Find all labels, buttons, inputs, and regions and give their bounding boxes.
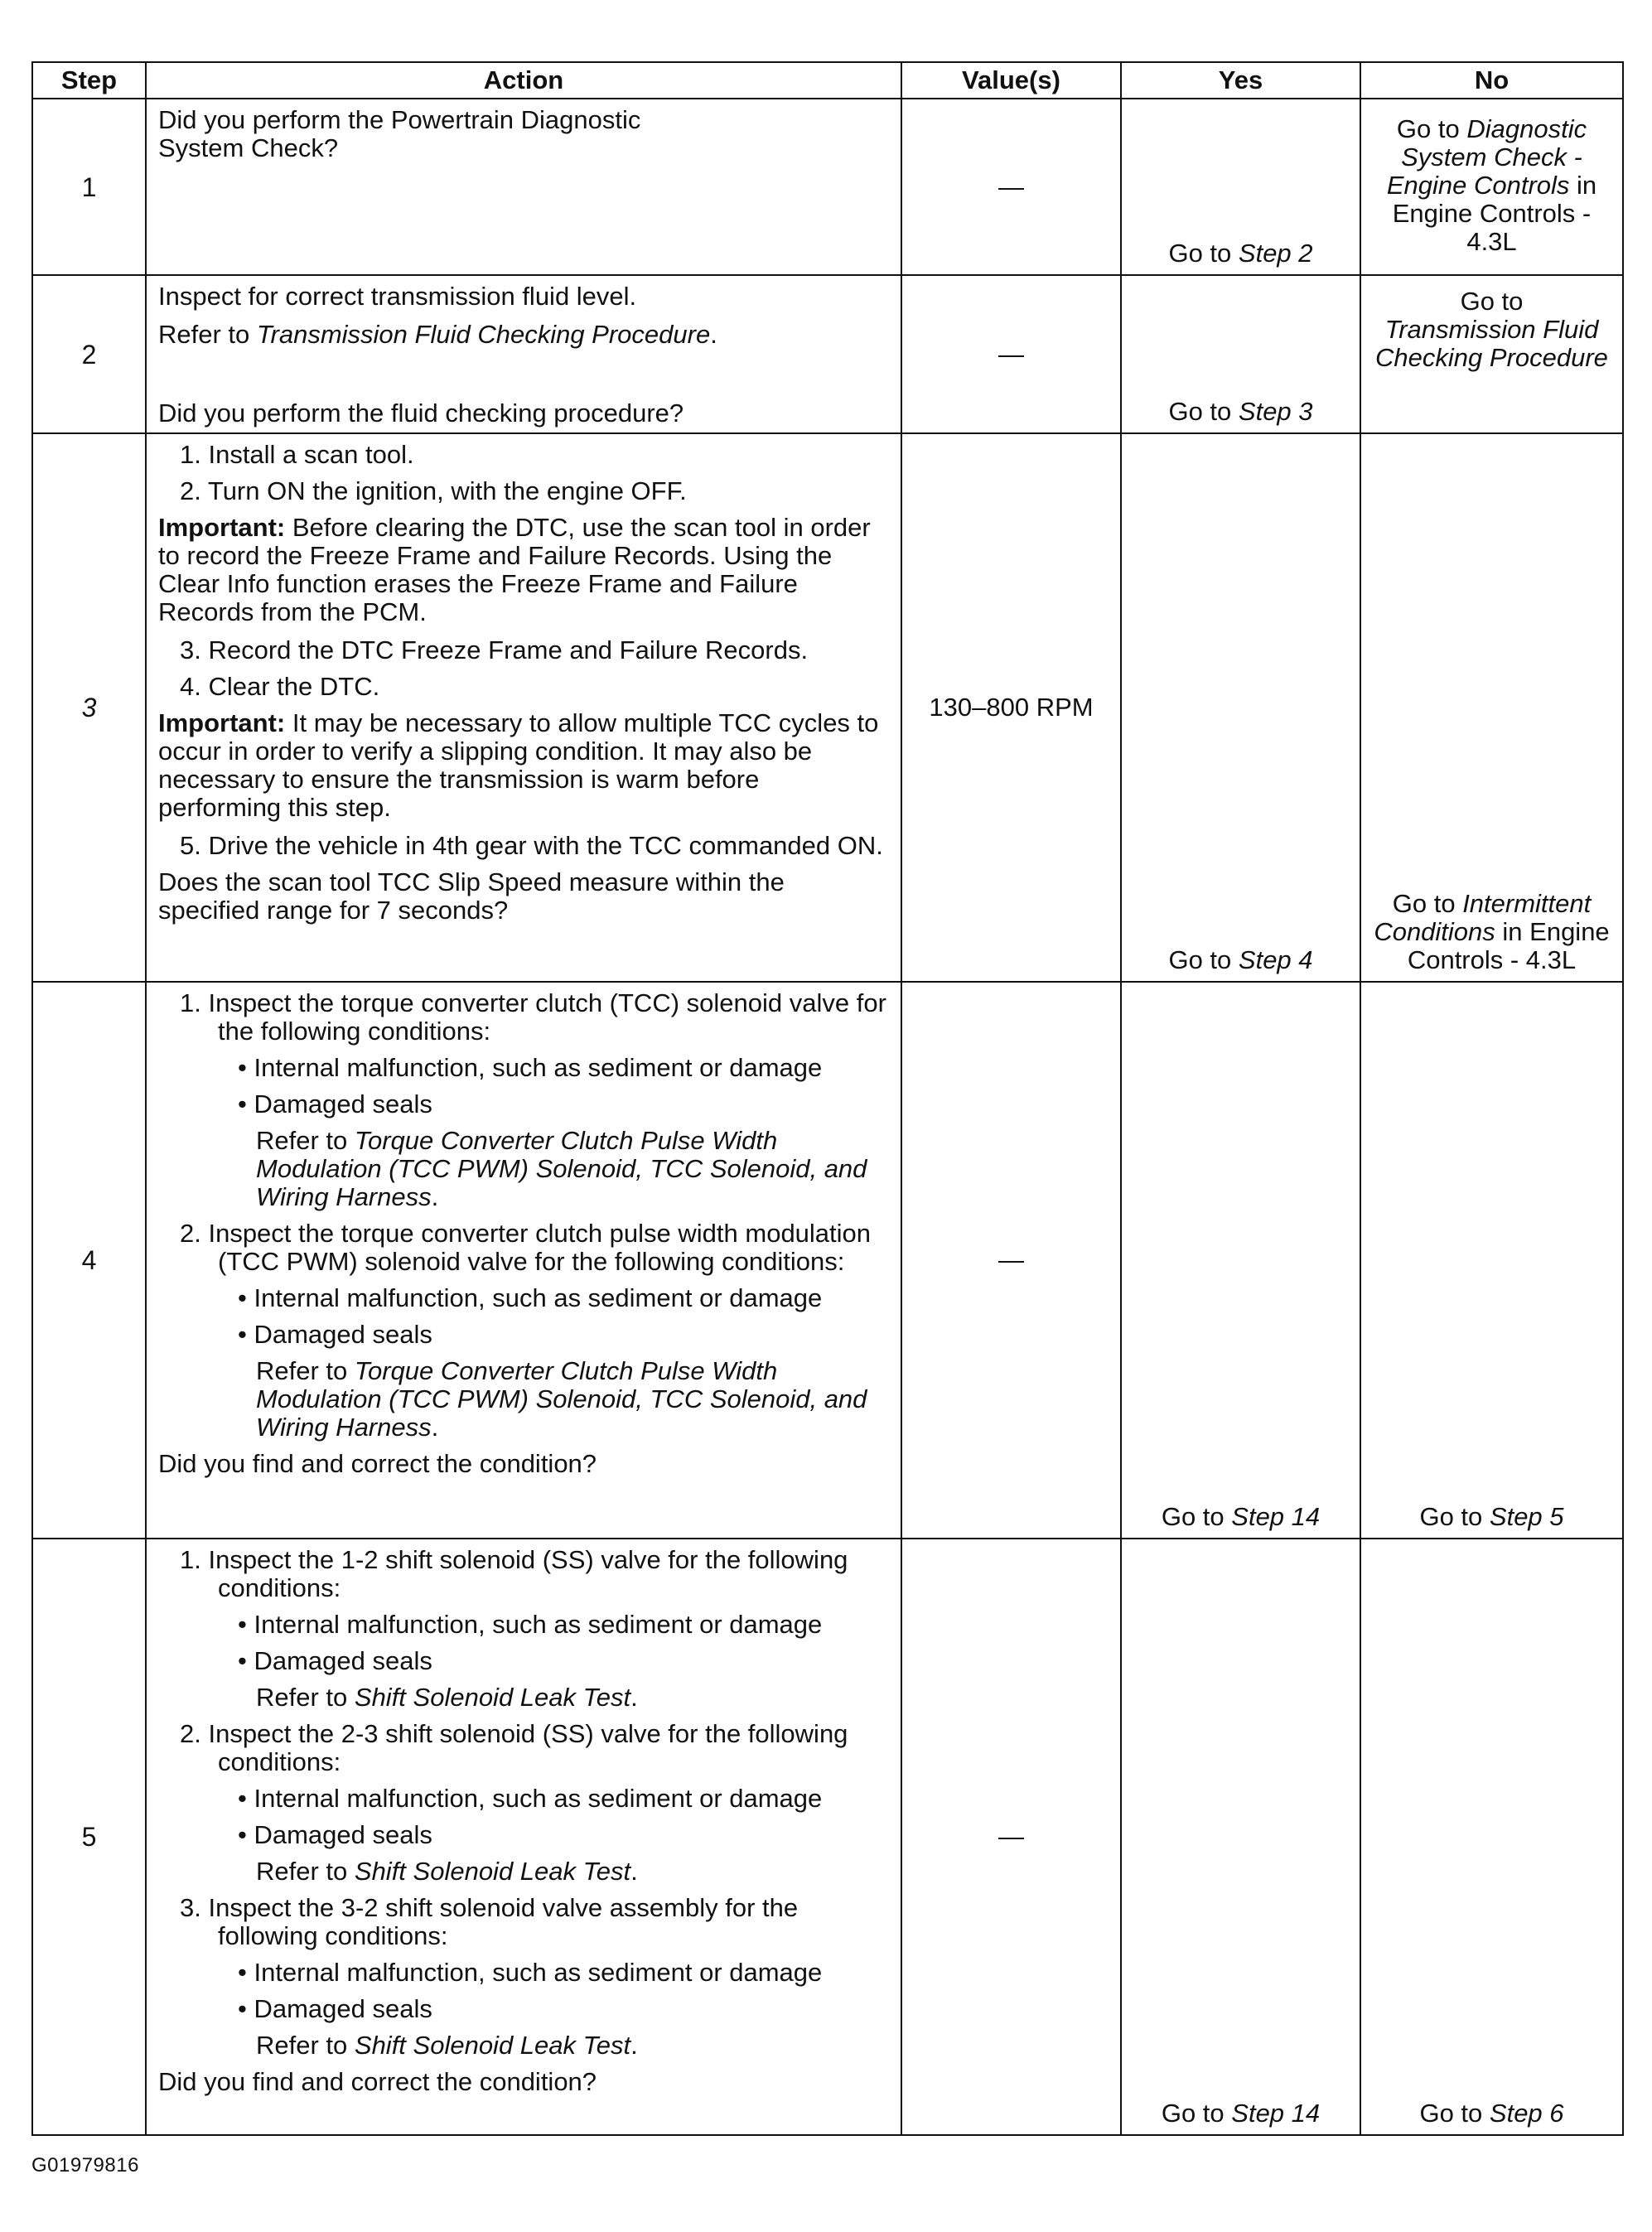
bullet-item: • Internal malfunction, such as sediment or damage	[238, 1609, 823, 1639]
step-link[interactable]: Step 14	[1231, 2099, 1321, 2128]
bullet-item: • Damaged seals	[238, 1320, 432, 1350]
bullet-item: • Damaged seals	[238, 1089, 432, 1119]
header-action: Action	[146, 62, 901, 99]
step-number: 3	[32, 433, 146, 982]
reference: Refer to Torque Converter Clutch Pulse Width Modulation (TCC PWM) Solenoid, TCC Solenoid, and Wiring Harness.	[256, 1356, 867, 1442]
no-cell: Go to Transmission Fluid Checking Procedure	[1360, 275, 1623, 433]
procedure-link[interactable]: Torque Converter Clutch Pulse Width Modulation (TCC PWM) Solenoid, TCC Solenoid, and Wiring Harness	[256, 1126, 867, 1212]
yes-cell: Go to Step 2	[1121, 99, 1360, 275]
substep: 3. Record the DTC Freeze Frame and Failure Records.	[180, 635, 809, 665]
table-row-step-3	[32, 433, 1623, 982]
substep: 5. Drive the vehicle in 4th gear with the TCC commanded ON.	[180, 831, 883, 861]
substep: 4. Clear the DTC.	[180, 672, 380, 702]
yes-cell: Go to Step 14	[1121, 982, 1360, 1539]
action-cell	[146, 1539, 901, 2135]
procedure-link[interactable]: Transmission Fluid Checking Procedure	[1375, 315, 1608, 373]
action-text	[158, 106, 889, 162]
header-yes: Yes	[1121, 62, 1360, 99]
step-number: 4	[32, 982, 146, 1539]
procedure-link[interactable]: Transmission Fluid Checking Procedure	[256, 320, 711, 350]
yes-cell: Go to Step 4	[1121, 433, 1360, 982]
substep: 2. Inspect the 2-3 shift solenoid (SS) valve for the following conditions:	[180, 1718, 848, 1776]
value-cell: —	[901, 99, 1121, 275]
value-cell: 130–800 RPM	[901, 433, 1121, 982]
figure-code: G01979816	[31, 2154, 139, 2176]
no-cell: Go to Step 6	[1360, 1539, 1623, 2135]
no-cell: Go to Intermittent Conditions in Engine Controls - 4.3L	[1360, 433, 1623, 982]
reference: Refer to Torque Converter Clutch Pulse Width Modulation (TCC PWM) Solenoid, TCC Solenoid, and Wiring Harness.	[256, 1126, 867, 1212]
action-cell	[146, 275, 901, 433]
table-row-step-4	[32, 982, 1623, 1539]
no-cell: Go to Step 5	[1360, 982, 1623, 1539]
step-link[interactable]: Step 4	[1238, 945, 1313, 975]
important-note: Important: Before clearing the DTC, use the scan tool in order to record the Freeze Frame and Failure Records. Using the Clear Info function erases the Freeze Frame and Failure Records from the PCM.	[158, 513, 871, 627]
step-link[interactable]: Step 6	[1489, 2099, 1564, 2128]
action-cell	[146, 99, 901, 275]
bullet-item: • Internal malfunction, such as sediment or damage	[238, 1053, 823, 1083]
step-number: 5	[32, 1539, 146, 2135]
step-link[interactable]: Step 3	[1238, 397, 1313, 427]
action-paragraph: Inspect for correct transmission fluid level.	[158, 282, 637, 312]
action-cell	[146, 982, 901, 1539]
procedure-link[interactable]: Shift Solenoid Leak Test	[354, 1682, 631, 1712]
value-cell: —	[901, 275, 1121, 433]
bullet-item: • Internal malfunction, such as sediment or damage	[238, 1783, 823, 1813]
bullet-item: • Internal malfunction, such as sediment or damage	[238, 1957, 823, 1987]
reference: Refer to Shift Solenoid Leak Test.	[256, 1682, 638, 1712]
header-values: Value(s)	[901, 62, 1121, 99]
diagnostic-table-container	[31, 61, 1622, 2136]
step-number: 2	[32, 275, 146, 433]
action-cell	[146, 433, 901, 982]
table-row-step-5	[32, 1539, 1623, 2135]
reference: Refer to Shift Solenoid Leak Test.	[256, 1856, 638, 1886]
procedure-link[interactable]: Torque Converter Clutch Pulse Width Modulation (TCC PWM) Solenoid, TCC Solenoid, and Wiring Harness	[256, 1356, 867, 1442]
procedure-link[interactable]: Intermittent Conditions	[1374, 889, 1592, 947]
header-row	[32, 62, 1623, 99]
yes-cell: Go to Step 3	[1121, 275, 1360, 433]
no-cell: Go to Diagnostic System Check - Engine Controls in Engine Controls - 4.3L	[1360, 99, 1623, 275]
step-link[interactable]: Step 14	[1231, 1501, 1321, 1531]
substep: 2. Inspect the torque converter clutch pulse width modulation (TCC PWM) solenoid valve for the following conditions:	[180, 1219, 872, 1277]
substep: 3. Inspect the 3-2 shift solenoid valve assembly for the following conditions:	[180, 1892, 799, 1950]
action-question: Did you find and correct the condition?	[158, 1449, 597, 1479]
substep: 1. Install a scan tool.	[180, 440, 414, 470]
action-line: Did you perform the Powertrain Diagnostic	[158, 105, 641, 134]
bullet-item: • Damaged seals	[238, 1645, 432, 1675]
procedure-link[interactable]: Shift Solenoid Leak Test	[354, 2030, 631, 2060]
action-question: Did you find and correct the condition?	[158, 2066, 597, 2096]
value-cell: —	[901, 1539, 1121, 2135]
bullet-item: • Internal malfunction, such as sediment or damage	[238, 1283, 823, 1313]
table-row-step-1	[32, 99, 1623, 275]
substep: 2. Turn ON the ignition, with the engine OFF.	[180, 476, 687, 506]
header-no: No	[1360, 62, 1623, 99]
header-step: Step	[32, 62, 146, 99]
bullet-item: • Damaged seals	[238, 1819, 432, 1849]
diagnostic-table	[31, 61, 1624, 2136]
action-line: System Check?	[158, 133, 339, 162]
substep: 1. Inspect the torque converter clutch (TCC) solenoid valve for the following conditions:	[180, 988, 886, 1046]
substep: 1. Inspect the 1-2 shift solenoid (SS) valve for the following conditions:	[180, 1544, 848, 1602]
important-note: Important: It may be necessary to allow multiple TCC cycles to occur in order to verify a slipping condition. It may also be necessary to ensure the transmission is warm before performing this step.	[158, 708, 879, 823]
yes-cell: Go to Step 14	[1121, 1539, 1360, 2135]
step-number: 1	[32, 99, 146, 275]
reference: Refer to Shift Solenoid Leak Test.	[256, 2030, 638, 2060]
action-question: Does the scan tool TCC Slip Speed measure within the specified range for 7 seconds?	[158, 867, 785, 925]
procedure-link[interactable]: Shift Solenoid Leak Test	[354, 1856, 631, 1886]
procedure-link[interactable]: Diagnostic System Check - Engine Controls	[1386, 114, 1587, 200]
bullet-item: • Damaged seals	[238, 1993, 432, 2023]
action-question: Did you perform the fluid checking procedure?	[158, 399, 684, 428]
step-link[interactable]: Step 5	[1489, 1501, 1564, 1531]
value-cell: —	[901, 982, 1121, 1539]
step-link[interactable]: Step 2	[1238, 239, 1313, 268]
action-paragraph: Refer to Transmission Fluid Checking Procedure.	[158, 320, 717, 350]
table-row-step-2	[32, 275, 1623, 433]
